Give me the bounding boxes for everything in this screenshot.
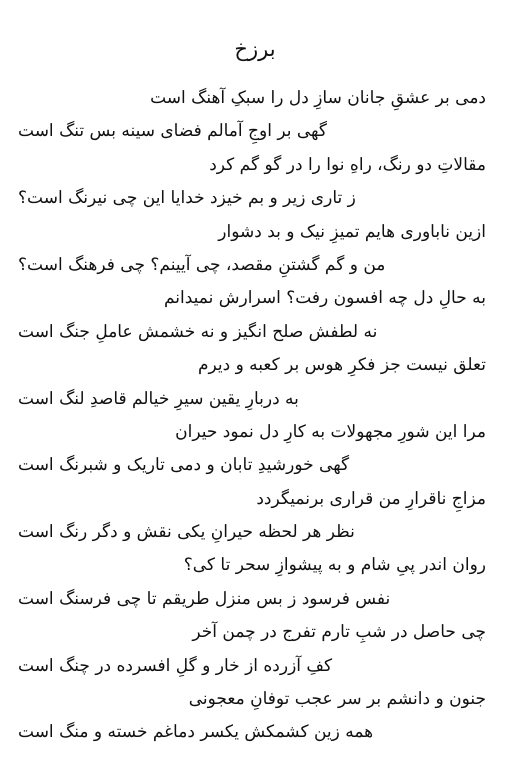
poem-line: من و گم گشتنِ مقصد، چی آیینم؟ چی فرهنگ است؟ — [18, 254, 386, 275]
poem-line: روان اندر پیِ شام و به پیشوازِ سحر تا کی؟ — [183, 555, 486, 576]
poem-line: مرا این شورِ مجهولات به کارِ دل نمود حیران — [175, 421, 486, 442]
poem-line: گهی خورشیدِ تابان و دمی تاریک و شبرنگ است — [18, 455, 350, 476]
poem-line: نفس فرسود ز بس منزل طریقم تا چی فرسنگ است — [18, 588, 391, 609]
poem-line: به دربارِ یقین سیرِ خیالم قاصدِ لنگ است — [18, 388, 299, 409]
poem-line: چی حاصل در شبِ تارم تفرج در چمن آخر — [192, 622, 486, 643]
poem-line: به حالِ دل چه افسون رفت؟ اسرارش نمیدانم — [163, 288, 486, 309]
poem-line: نظر هر لحظه حیرانِ یکی نقش و دگر رنگ است — [18, 522, 355, 543]
poem-line: جنون و دانشم بر سر عجب توفانِ معجونی — [188, 689, 486, 710]
poem-line: نه لطفش صلح انگیز و نه خشمش عاملِ جنگ است — [18, 321, 378, 342]
poem-line: همه زین کشمکش یکسر دماغم خسته و منگ است — [18, 722, 374, 743]
poem-body — [18, 82, 486, 750]
poem-line: کفِ آزرده از خار و گلِ افسرده در چنگ است — [18, 655, 333, 676]
poem-line: مزاجِ ناقرارِ من قراری برنمیگردد — [256, 488, 486, 509]
poem-line: گهی بر اوجِ آمالم فضای سینه بس تنگ است — [18, 121, 327, 142]
poem-title: برزخ — [234, 37, 276, 61]
poem-line: ز تاری زیر و بم خیزد خدایا این چی نیرنگ است؟ — [18, 188, 356, 209]
poem-line: ازین ناباوری هایم تمیزِ نیک و بد دشوار — [218, 221, 486, 242]
poem-line: مقالاتِ دو رنگ، راهِ نوا را در گو گم کرد — [209, 154, 486, 175]
poem-line: تعلق نیست جز فکرِ هوس بر کعبه و دیرم — [197, 355, 486, 376]
poem-line: دمی بر عشقِ جانان سازِ دل را سبکِ آهنگ است — [150, 88, 486, 108]
